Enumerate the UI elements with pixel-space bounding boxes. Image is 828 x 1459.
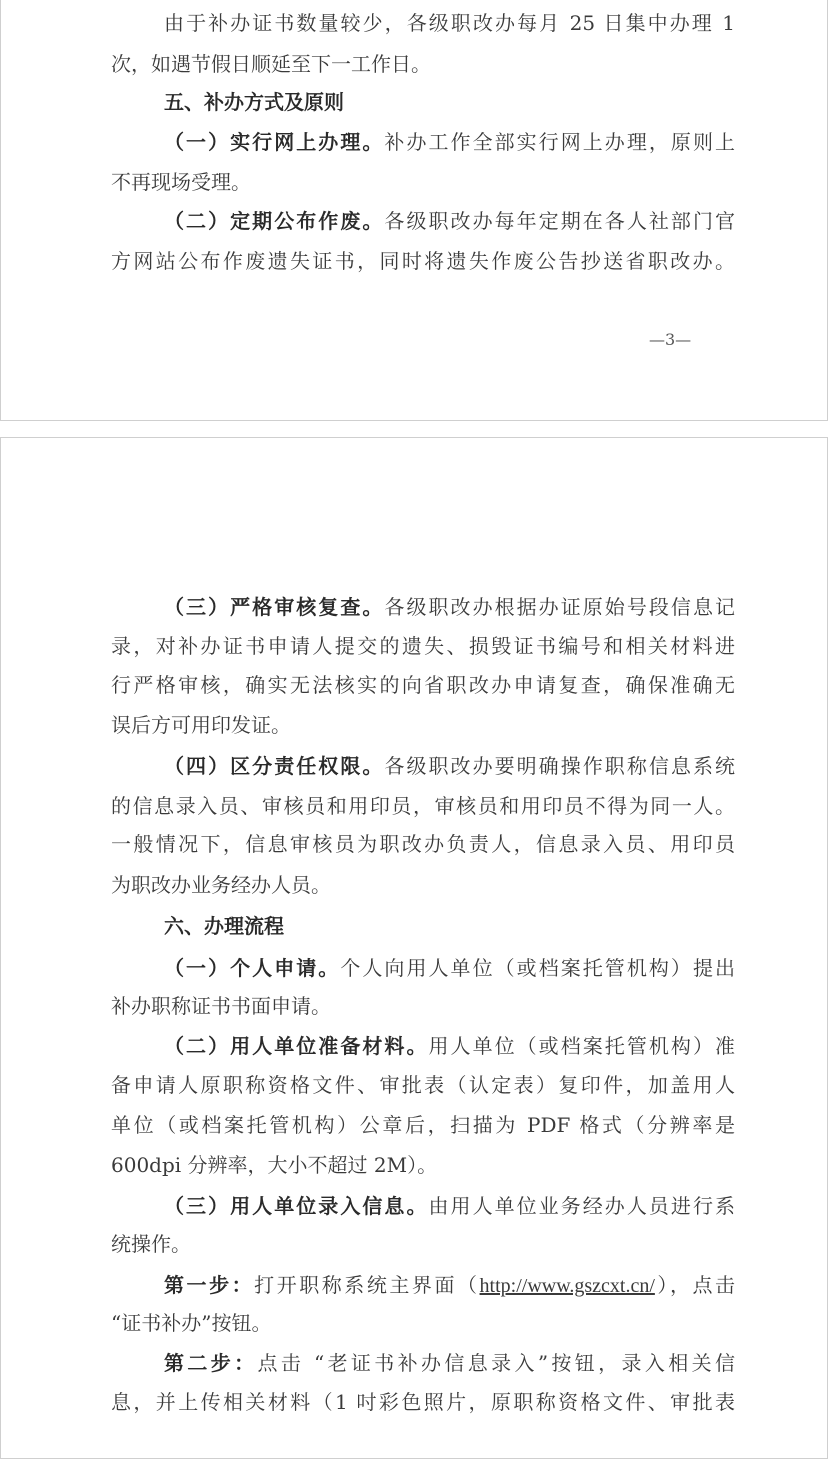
paragraph-line bbox=[111, 1309, 735, 1337]
line-text: 打开职称系统主界面（ bbox=[254, 1273, 480, 1297]
line-text: “证书补办”按钮。 bbox=[111, 1311, 272, 1335]
line-text: 用人单位（或档案托管机构）准 bbox=[428, 1034, 736, 1058]
bold-lead: （一）实行网上办理。 bbox=[164, 130, 385, 154]
line-text: 方网站公布作废遗失证书，同时将遗失作废公告抄送省职改办。 bbox=[111, 249, 735, 273]
bold-lead: （二）用人单位准备材料。 bbox=[164, 1034, 429, 1058]
paragraph-line bbox=[111, 50, 735, 78]
line-text: 为职改办业务经办人员。 bbox=[111, 873, 331, 897]
paragraph-line bbox=[164, 1271, 735, 1299]
document-page-4 bbox=[0, 437, 828, 1459]
paragraph-line bbox=[111, 632, 735, 660]
line-text: 次，如遇节假日顺延至下一工作日。 bbox=[111, 52, 431, 76]
line-text: 各级职改办根据办证原始号段信息记 bbox=[384, 595, 736, 619]
section-heading: 五、补办方式及原则 bbox=[164, 90, 344, 114]
paragraph-line bbox=[111, 792, 735, 820]
document-page-3 bbox=[0, 0, 828, 421]
line-text: 备申请人原职称资格文件、审批表（认定表）复印件，加盖用人 bbox=[111, 1073, 735, 1097]
bold-lead: （三）用人单位录入信息。 bbox=[164, 1194, 429, 1218]
line-text: 各级职改办每年定期在各人社部门官 bbox=[384, 209, 736, 233]
line-text: 单位（或档案托管机构）公章后，扫描为 PDF 格式（分辨率是 bbox=[111, 1113, 735, 1137]
paragraph-line bbox=[111, 871, 735, 899]
paragraph-line bbox=[164, 752, 735, 780]
bold-lead: 第二步： bbox=[164, 1351, 258, 1375]
paragraph-line bbox=[111, 9, 735, 37]
line-text: 由用人单位业务经办人员进行系 bbox=[428, 1194, 736, 1218]
paragraph-line bbox=[111, 1388, 735, 1416]
line-text: 点击 “老证书补办信息录入”按钮，录入相关信 bbox=[257, 1351, 736, 1375]
line-text: 补办职称证书书面申请。 bbox=[111, 994, 331, 1018]
bold-lead: （四）区分责任权限。 bbox=[164, 754, 385, 778]
line-text: 由于补办证书数量较少，各级职改办每月 25 日集中办理 1 bbox=[164, 11, 735, 35]
paragraph-line bbox=[164, 128, 735, 156]
line-text: 统操作。 bbox=[111, 1232, 191, 1256]
bold-lead: （二）定期公布作废。 bbox=[164, 209, 385, 233]
paragraph-line bbox=[111, 830, 735, 858]
page-number: —3— bbox=[649, 330, 692, 349]
line-text: 各级职改办要明确操作职称信息系统 bbox=[384, 754, 736, 778]
paragraph-line bbox=[164, 593, 735, 621]
bold-lead: 第一步： bbox=[164, 1273, 255, 1297]
line-text: 补办工作全部实行网上办理，原则上 bbox=[384, 130, 736, 154]
paragraph-line bbox=[111, 1111, 735, 1139]
line-text: 误后方可用印发证。 bbox=[111, 713, 291, 737]
bold-lead: （一）个人申请。 bbox=[164, 956, 341, 980]
paragraph-line bbox=[111, 992, 735, 1020]
paragraph-line bbox=[111, 1071, 735, 1099]
section-heading: 六、办理流程 bbox=[164, 914, 284, 938]
line-text: 个人向用人单位（或档案托管机构）提出 bbox=[340, 956, 736, 980]
line-text: ），点击 bbox=[654, 1273, 736, 1297]
paragraph-line bbox=[164, 1192, 735, 1220]
line-text: 息，并上传相关材料（1 吋彩色照片，原职称资格文件、审批表 bbox=[111, 1390, 735, 1414]
paragraph-line bbox=[164, 1349, 735, 1377]
paragraph-line bbox=[164, 1032, 735, 1060]
bold-lead: （三）严格审核复查。 bbox=[164, 595, 385, 619]
line-text: 的信息录入员、审核员和用印员，审核员和用印员不得为同一人。 bbox=[111, 794, 735, 818]
line-text: 不再现场受理。 bbox=[111, 170, 251, 194]
system-url-link[interactable]: http://www.gszcxt.cn/ bbox=[479, 1275, 655, 1297]
paragraph-line bbox=[164, 954, 735, 982]
line-text: 600dpi 分辨率，大小不超过 2M）。 bbox=[111, 1153, 438, 1177]
line-text: 录，对补办证书申请人提交的遗失、损毁证书编号和相关材料进 bbox=[111, 634, 735, 658]
paragraph-line bbox=[111, 1230, 735, 1258]
paragraph-line bbox=[111, 711, 735, 739]
paragraph-line bbox=[111, 671, 735, 699]
paragraph-line bbox=[164, 207, 735, 235]
paragraph-line bbox=[111, 247, 735, 275]
line-text: 行严格审核，确实无法核实的向省职改办申请复查，确保准确无 bbox=[111, 673, 735, 697]
paragraph-line bbox=[111, 1151, 735, 1179]
line-text: 一般情况下，信息审核员为职改办负责人，信息录入员、用印员 bbox=[111, 832, 735, 856]
paragraph-line bbox=[111, 168, 735, 196]
